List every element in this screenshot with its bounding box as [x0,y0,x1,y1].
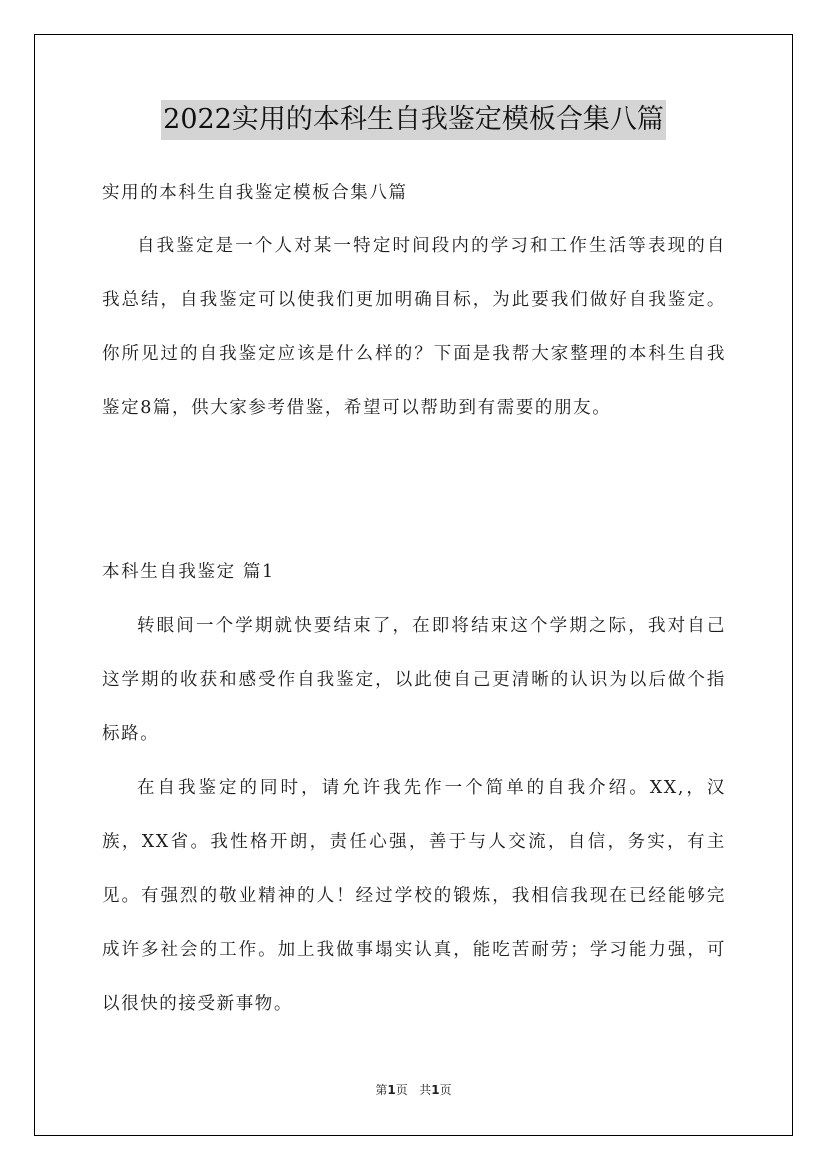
total-pages: 1 [431,1083,440,1097]
document-subtitle: 实用的本科生自我鉴定模板合集八篇 [102,183,408,203]
body-paragraph: 转眼间一个学期就快要结束了，在即将结束这个学期之际，我对自己这学期的收获和感受作自我鉴定，以此使自己更清晰的认识为以后做个指标路。 [102,616,726,744]
section-heading: 本科生自我鉴定 篇1 [102,562,275,582]
page-number: 1 [387,1083,396,1097]
document-title-text: 2022实用的本科生自我鉴定模板合集八篇 [161,100,666,140]
page-label-suffix: 页 [395,1083,408,1097]
intro-paragraph: 自我鉴定是一个人对某一特定时间段内的学习和工作生活等表现的自我总结，自我鉴定可以使我们更加明确目标，为此要我们做好自我鉴定。你所见过的自我鉴定应该是什么样的？下面是我帮大家整理的本科生自我鉴定8篇，供大家参考借鉴，希望可以帮助到有需要的朋友。 [102,236,726,418]
document-title [0,100,827,140]
page-label-prefix: 第 [375,1083,388,1097]
body-paragraph: 在自我鉴定的同时，请允许我先作一个简单的自我介绍。XX,，汉族，XX省。我性格开朗，责任心强，善于与人交流，自信，务实，有主见。有强烈的敬业精神的人！经过学校的锻炼，我相信我现在已经能够完成许多社会的工作。加上我做事塌实认真，能吃苦耐劳；学习能力强，可以很快的接受新事物。 [102,778,726,1014]
total-label-prefix: 共 [419,1083,432,1097]
page-footer [0,1081,827,1098]
total-label-suffix: 页 [439,1083,452,1097]
